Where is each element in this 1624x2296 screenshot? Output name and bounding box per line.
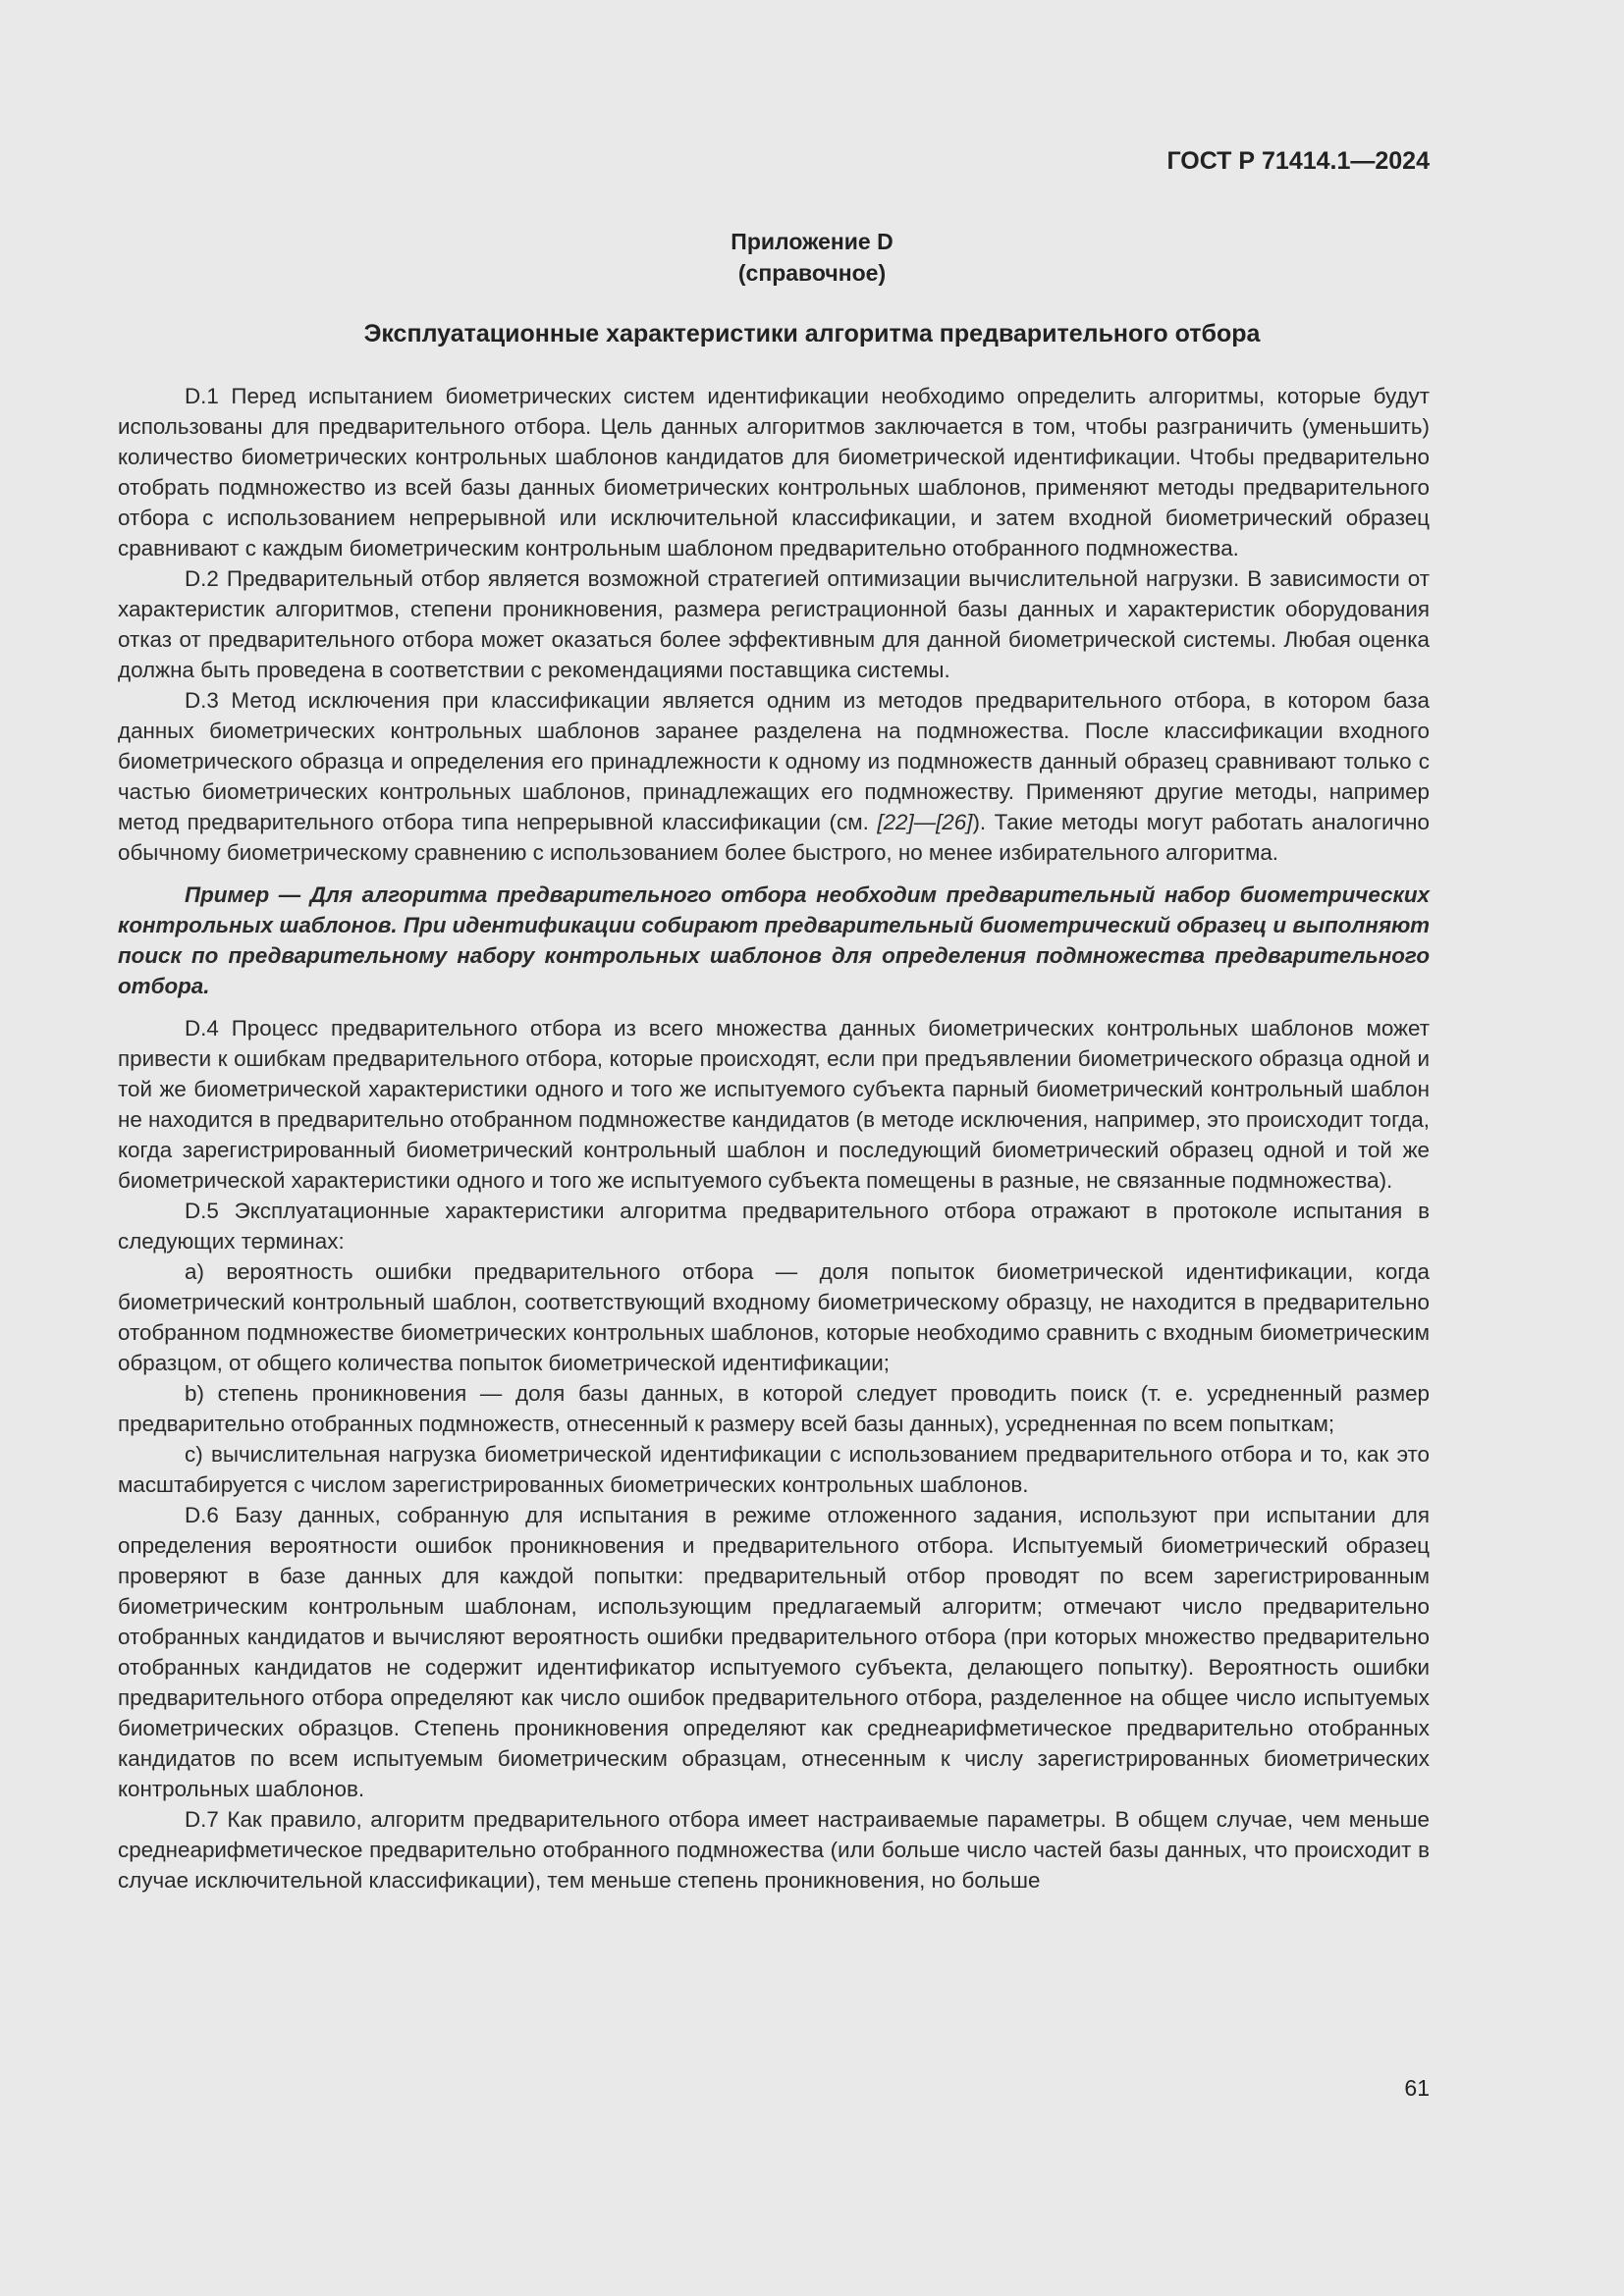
paragraph-d2: D.2 Предварительный отбор является возможной стратегией оптимизации вычислительной нагрузки. В зависимости от характеристик алгоритмов, степени проникновения, размера регистрационной базы данных и характеристик оборудования отказ от предварительного отбора может оказаться более эффективным для данной биометрической системы. Любая оценка должна быть проведена в соответствии с рекомендациями поставщика системы. [118, 566, 1430, 682]
page-number: 61 [1404, 2075, 1430, 2101]
list-item-a: a) вероятность ошибки предварительного отбора — доля попыток биометрической идентификации, когда биометрический контрольный шаблон, соответствующий входному биометрическому образцу, не находится в предварительно отобранном подмножестве биометрических контрольных шаблонов, которые необходимо сравнить с входным биометрическим образцом, от общего количества попыток биометрической идентификации; [118, 1259, 1430, 1375]
example-note: Пример — Для алгоритма предварительного отбора необходим предварительный набор биометрических контрольных шаблонов. При идентификации собирают предварительный биометрический образец и выполняют поиск по предварительному набору контрольных шаблонов для определения подмножества предварительного отбора. [118, 882, 1430, 998]
paragraph-d4: D.4 Процесс предварительного отбора из всего множества данных биометрических контрольных шаблонов может привести к ошибкам предварительного отбора, которые происходят, если при предъявлении биометрического образца одной и той же биометрической характеристики одного и того же испытуемого субъекта парный биометрический контрольный шаблон не находится в предварительно отобранном подмножестве кандидатов (в методе исключения, например, это происходит тогда, когда зарегистрированный биометрический контрольный шаблон и последующий биометрический образец одной и той же биометрической характеристики одного и того же испытуемого субъекта помещены в разные, не связанные подмножества). [118, 1016, 1430, 1193]
list-item-c: c) вычислительная нагрузка биометрической идентификации с использованием предварительного отбора и то, как это масштабируется с числом зарегистрированных биометрических контрольных шаблонов. [118, 1442, 1430, 1497]
paragraph-d3-text-a: D.3 Метод исключения при классификации является одним из методов предварительного отбора, в котором база данных биометрических контрольных шаблонов заранее разделена на подмножества. После классификации входного биометрического образца и определения его принадлежности к одному из подмножеств данный образец сравнивают только с частью биометрических контрольных шаблонов, принадлежащих его подмножеству. Применяют другие методы, например метод предварительного отбора типа непрерывной классификации (см. [118, 688, 1430, 834]
bibliography-reference: [22]—[26] [877, 810, 973, 834]
standard-number: ГОСТ Р 71414.1—2024 [1166, 147, 1430, 175]
paragraph-d7: D.7 Как правило, алгоритм предварительного отбора имеет настраиваемые параметры. В общем случае, чем меньше среднеарифметическое предварительно отобранного подмножества (или больше число частей базы данных, что происходит в случае исключительной классификации), тем меньше степень проникновения, но больше [118, 1807, 1430, 1893]
list-item-b: b) степень проникновения — доля базы данных, в которой следует проводить поиск (т. е. усредненный размер предварительно отобранных подмножеств, отнесенный к размеру всей базы данных), усредненная по всем попыткам; [118, 1381, 1430, 1436]
paragraph-d6: D.6 Базу данных, собранную для испытания в режиме отложенного задания, используют при испытании для определения вероятности ошибок проникновения и предварительного отбора. Испытуемый биометрический образец проверяют в базе данных для каждой попытки: предварительный отбор проводят по всем зарегистрированным биометрическим контрольным шаблонам, использующим предлагаемый алгоритм; отмечают число предварительно отобранных кандидатов и вычисляют вероятность ошибки предварительного отбора (при которых множество предварительно отобранных кандидатов не содержит идентификатор испытуемого субъекта, делающего попытку). Вероятность ошибки предварительного отбора определяют как число ошибок предварительного отбора, разделенное на общее число испытуемых биометрических образцов. Степень проникновения определяют как среднеарифметическое предварительно отобранных кандидатов по всем испытуемым биометрическим образцам, отнесенным к числу зарегистрированных биометрических контрольных шаблонов. [118, 1503, 1430, 1801]
annex-kind: (справочное) [737, 260, 887, 286]
paragraph-d5: D.5 Эксплуатационные характеристики алгоритма предварительного отбора отражают в протоколе испытания в следующих терминах: [118, 1199, 1430, 1254]
annex-label: Приложение D [731, 229, 893, 254]
annex-heading [0, 226, 1624, 289]
paragraph-d3-text-b: ). Такие методы могут работать аналогично обычному биометрическому сравнению с использованием более быстрого, но менее избирательного алгоритма. [118, 810, 1431, 865]
annex-title: Эксплуатационные характеристики алгоритма предварительного отбора [363, 320, 1261, 347]
paragraph-d3 [118, 685, 1430, 868]
paragraph-d1: D.1 Перед испытанием биометрических систем идентификации необходимо определить алгоритмы, которые будут использованы для предварительного отбора. Цель данных алгоритмов заключается в том, чтобы разграничить (уменьшить) количество биометрических контрольных шаблонов кандидатов для биометрической идентификации. Чтобы предварительно отобрать подмножество из всей базы данных биометрических контрольных шаблонов, применяют методы предварительного отбора с использованием непрерывной или исключительной классификации, и затем входной биометрический образец сравнивают с каждым биометрическим контрольным шаблоном предварительно отобранного подмножества. [118, 384, 1430, 561]
body-text [118, 381, 1430, 1896]
